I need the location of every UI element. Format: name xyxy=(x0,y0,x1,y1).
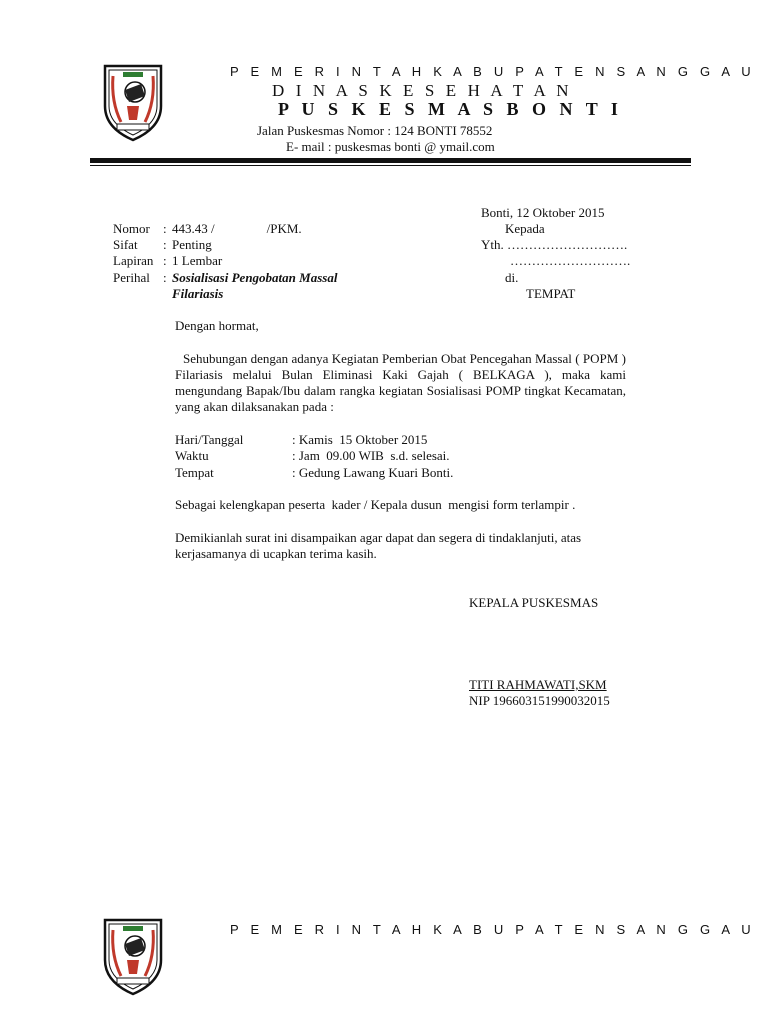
meta-value-lampiran: 1 Lembar xyxy=(172,253,223,268)
addressee-tempat: TEMPAT xyxy=(526,286,576,301)
letter-date: Bonti, 12 Oktober 2015 xyxy=(481,205,605,220)
meta-value-perihal: Sosialisasi Pengobatan Massal xyxy=(172,270,338,285)
meta-label-lampiran: Lapiran xyxy=(113,253,154,268)
addressee-yth-line2: ………………………. xyxy=(510,253,631,268)
header-email: E- mail : puskesmas bonti @ ymail.com xyxy=(286,139,495,154)
addressee-kepada: Kepada xyxy=(505,221,545,236)
addressee-yth: Yth. ………………………. xyxy=(481,237,628,252)
signer-name: TITI RAHMAWATI,SKM xyxy=(469,677,607,692)
addressee-di: di. xyxy=(505,270,519,285)
salutation: Dengan hormat, xyxy=(175,318,259,333)
meta-value-sifat: Penting xyxy=(172,237,212,252)
header-department-name: D I N A S K E S E H A T A N xyxy=(272,81,573,100)
meta-label-sifat: Sifat xyxy=(113,237,138,252)
detail-label-date: Hari/Tanggal xyxy=(175,432,244,447)
sanggau-regency-emblem xyxy=(101,62,165,142)
sanggau-regency-emblem-page2 xyxy=(101,916,165,996)
paragraph-attachment-note: Sebagai kelengkapan peserta kader / Kepala dusun mengisi form terlampir . xyxy=(175,497,576,512)
detail-value-place: : Gedung Lawang Kuari Bonti. xyxy=(292,465,454,480)
closing-paragraph: Demikianlah surat ini disampaikan agar dapat dan segera di tindaklanjuti, atas kerjasamanya di ucapkan terima kasih. xyxy=(175,530,582,561)
body-paragraph: Sehubungan dengan adanya Kegiatan Pemberian Obat Pencegahan Massal ( POPM ) Filariasis melalui Bulan Eliminasi Kaki Gajah ( BELKAGA ), maka kami mengundang Bapak/Ibu dalam rangka kegiatan Sosialisasi POMP tingkat Kecamatan, yang akan dilaksanakan pada : xyxy=(175,351,626,414)
detail-value-time: : Jam 09.00 WIB s.d. selesai. xyxy=(292,448,450,463)
meta-sep-sifat: : xyxy=(163,237,167,252)
letterhead-rule-thick xyxy=(90,158,691,163)
meta-value-nomor: 443.43 / /PKM. xyxy=(172,221,302,236)
header-address: Jalan Puskesmas Nomor : 124 BONTI 78552 xyxy=(257,123,493,138)
header-institution-name: P U S K E S M A S B O N T I xyxy=(278,99,623,119)
meta-sep-nomor: : xyxy=(163,221,167,236)
meta-label-nomor: Nomor xyxy=(113,221,150,236)
meta-sep-lampiran: : xyxy=(163,253,167,268)
meta-label-perihal: Perihal xyxy=(113,270,150,285)
header-government-name: P E M E R I N T A H K A B U P A T E N S A N G G A U xyxy=(230,64,755,79)
signer-nip: NIP 196603151990032015 xyxy=(469,693,610,708)
detail-label-place: Tempat xyxy=(175,465,214,480)
detail-label-time: Waktu xyxy=(175,448,209,463)
page2-header-government-name: P E M E R I N T A H K A B U P A T E N S A N G G A U xyxy=(230,922,755,937)
meta-value-perihal-line2: Filariasis xyxy=(172,286,224,301)
meta-sep-perihal: : xyxy=(163,270,167,285)
letterhead-rule-thin xyxy=(90,165,691,166)
detail-value-date: : Kamis 15 Oktober 2015 xyxy=(292,432,428,447)
signer-title: KEPALA PUSKESMAS xyxy=(469,595,599,610)
